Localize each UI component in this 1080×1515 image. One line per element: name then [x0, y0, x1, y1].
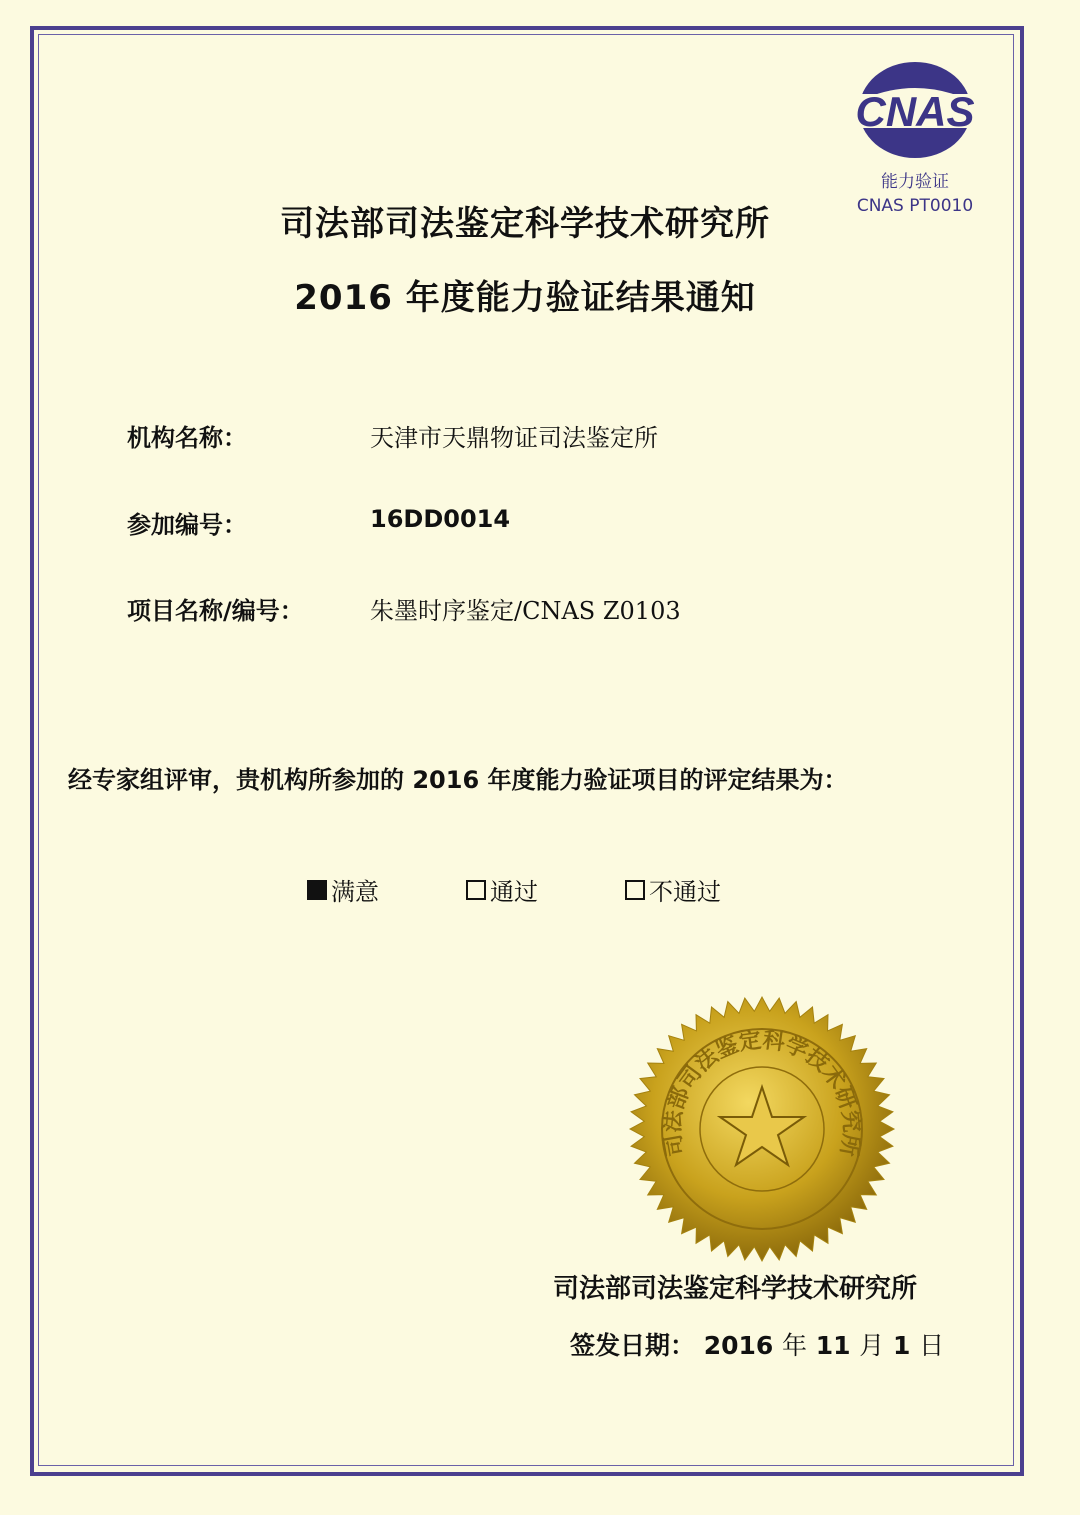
cnas-code: CNAS PT0010: [856, 196, 974, 216]
option-pass: [466, 872, 538, 907]
option-fail: [625, 872, 721, 907]
option-satisfactory: [307, 872, 379, 907]
result-statement: 经专家组评审，贵机构所参加的 2016 年度能力验证项目的评定结果为：: [68, 766, 848, 794]
date-year: 2016: [703, 1331, 774, 1360]
issue-date: [570, 1326, 944, 1362]
issuer-name: 司法部司法鉴定科学技术研究所: [553, 1274, 918, 1304]
cnas-logo: [842, 58, 988, 168]
org-label: 机构名称：: [127, 424, 247, 452]
option-fail-label: 不通过: [649, 878, 721, 906]
checkbox-pass: [466, 880, 486, 900]
date-month: 11: [815, 1331, 851, 1360]
cnas-subtitle: 能力验证: [881, 172, 949, 192]
seal-text: 司法部司法鉴定科学技术研究所: [660, 1028, 864, 1159]
date-month-unit: 月: [859, 1331, 885, 1360]
date-day-unit: 日: [919, 1331, 945, 1360]
cnas-logo-text: CNAS: [855, 88, 975, 135]
project-value: 朱墨时序鉴定/CNAS Z0103: [370, 597, 681, 625]
option-satisfactory-label: 满意: [331, 878, 379, 906]
project-label: 项目名称/编号：: [127, 597, 304, 625]
date-year-unit: 年: [782, 1331, 808, 1360]
title-line-1: 司法部司法鉴定科学技术研究所: [280, 204, 770, 244]
option-pass-label: 通过: [490, 878, 538, 906]
checkbox-fail: [625, 880, 645, 900]
checkbox-satisfactory: [307, 880, 327, 900]
date-day: 1: [893, 1331, 911, 1360]
gold-seal: [628, 995, 896, 1263]
id-value: 16DD0014: [370, 505, 511, 533]
date-label: 签发日期：: [570, 1331, 696, 1360]
title-line-2: 2016 年度能力验证结果通知: [294, 278, 756, 318]
id-label: 参加编号：: [127, 511, 247, 539]
org-value: 天津市天鼎物证司法鉴定所: [370, 424, 658, 452]
